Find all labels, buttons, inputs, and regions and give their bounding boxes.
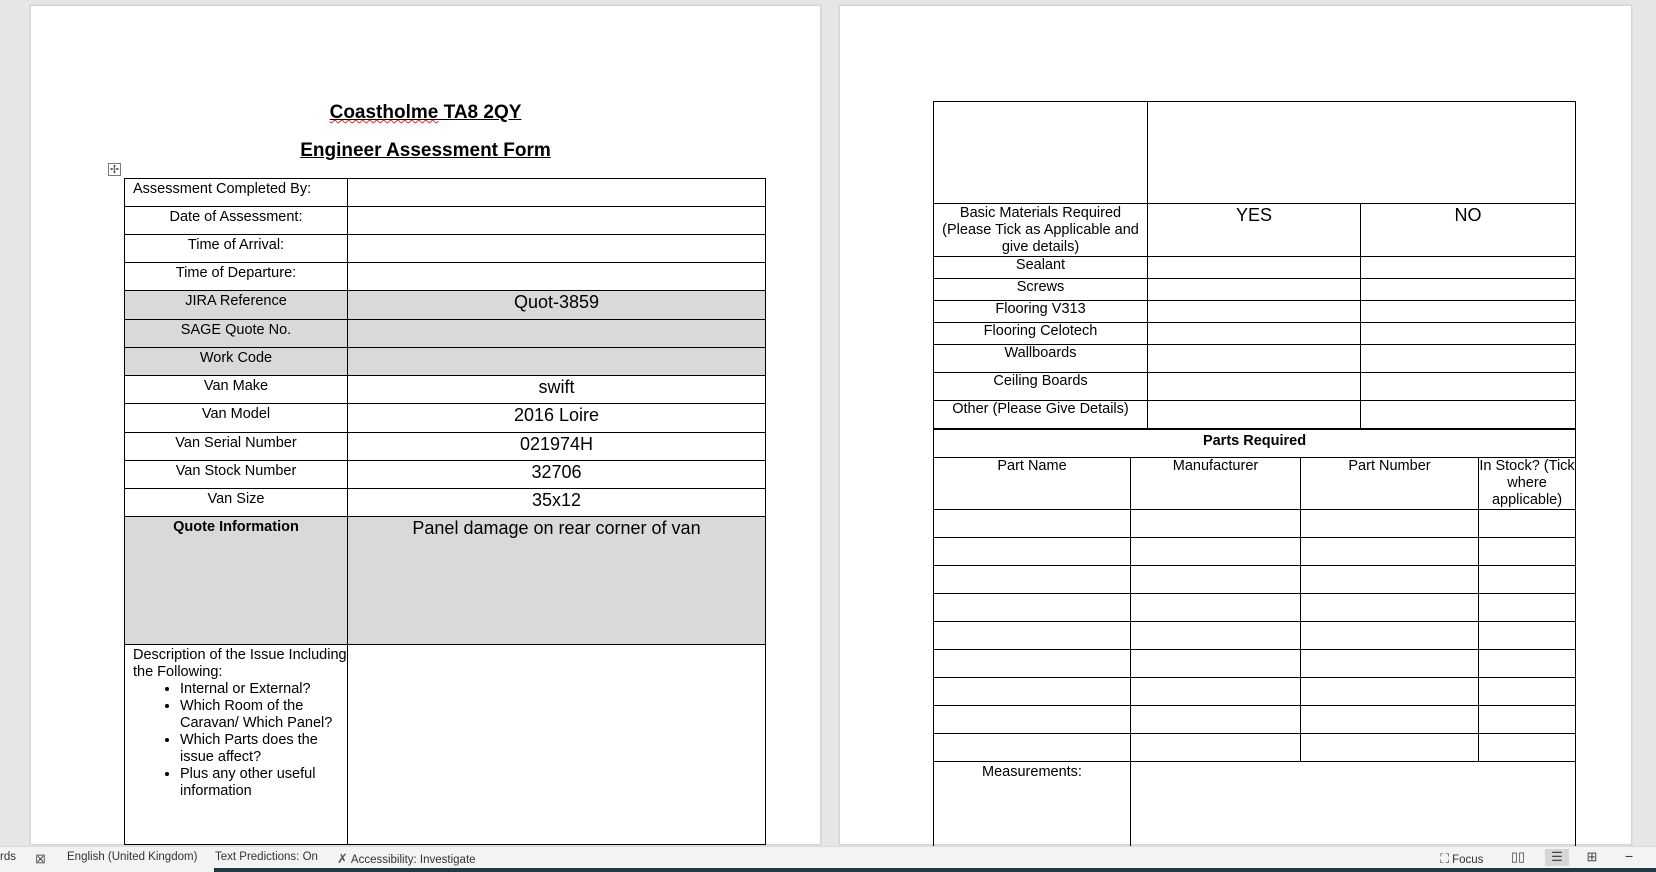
parts-cell[interactable] [1131, 734, 1301, 762]
parts-cell[interactable] [1479, 622, 1576, 650]
parts-header-row [934, 458, 1576, 510]
parts-cell[interactable] [1131, 566, 1301, 594]
parts-column-header[interactable]: In Stock? (Tick where applicable) [1479, 458, 1575, 508]
measurements-label[interactable]: Measurements: [934, 762, 1131, 862]
parts-row [934, 734, 1576, 762]
material-name[interactable]: Ceiling Boards [934, 373, 1148, 401]
parts-cell[interactable] [934, 594, 1131, 622]
form-row [125, 489, 766, 517]
description-bullet-list [133, 681, 347, 800]
form-row-label[interactable]: Van Serial Number [125, 433, 348, 461]
parts-row [934, 566, 1576, 594]
parts-cell[interactable] [1131, 650, 1301, 678]
material-yes-cell[interactable] [1148, 345, 1361, 373]
form-row-label[interactable]: Date of Assessment: [125, 207, 348, 235]
form-row-value[interactable]: 35x12 [348, 489, 766, 517]
form-row [125, 207, 766, 235]
material-row [934, 279, 1576, 301]
document-page-2[interactable] [839, 5, 1632, 845]
form-row [125, 263, 766, 291]
parts-cell[interactable] [1131, 594, 1301, 622]
title-address-rest: TA8 2QY [438, 102, 522, 123]
parts-cell[interactable] [934, 510, 1131, 538]
parts-cell[interactable] [1479, 594, 1576, 622]
parts-cell[interactable] [1301, 510, 1479, 538]
parts-cell[interactable] [1301, 566, 1479, 594]
parts-cell[interactable] [934, 538, 1131, 566]
read-mode-icon[interactable]: ▯▯ [1510, 849, 1526, 864]
parts-cell[interactable] [1479, 706, 1576, 734]
form-row-value[interactable] [348, 179, 766, 207]
form-row-label[interactable]: Van Make [125, 376, 348, 404]
focus-label: Focus [1452, 854, 1484, 866]
document-page-1[interactable] [30, 5, 821, 845]
misspelled-word[interactable]: Coastholme [329, 102, 439, 123]
parts-column-header[interactable]: Part Name [934, 458, 1131, 510]
accessibility-label: Accessibility: Investigate [350, 854, 476, 866]
document-title-address [31, 102, 820, 124]
form-row-value[interactable] [348, 263, 766, 291]
form-row [125, 461, 766, 489]
move-cross-icon[interactable]: ✢ [109, 164, 120, 176]
parts-cell[interactable] [1301, 538, 1479, 566]
parts-cell[interactable] [1301, 622, 1479, 650]
description-bullet: • Plus any other useful information [180, 766, 347, 800]
form-row-label[interactable]: Assessment Completed By: [125, 179, 348, 207]
materials-header-no[interactable]: NO [1361, 204, 1576, 257]
materials-table [933, 101, 1576, 429]
zoom-out-button[interactable]: − [1625, 848, 1634, 864]
parts-cell[interactable] [1131, 706, 1301, 734]
language-indicator[interactable]: English (United Kingdom) [67, 851, 198, 863]
material-yes-cell[interactable] [1148, 257, 1361, 279]
material-yes-cell[interactable] [1148, 373, 1361, 401]
assessment-table [124, 178, 766, 845]
parts-cell[interactable] [1479, 650, 1576, 678]
material-row [934, 401, 1576, 429]
description-intro: Description of the Issue Including the Following: [133, 647, 347, 680]
parts-cell[interactable] [1131, 678, 1301, 706]
form-row [125, 179, 766, 207]
material-yes-cell[interactable] [1148, 279, 1361, 301]
material-row [934, 257, 1576, 279]
parts-row [934, 706, 1576, 734]
form-row [125, 433, 766, 461]
material-name[interactable]: Screws [934, 279, 1148, 301]
description-bullet: • Internal or External? [180, 681, 347, 698]
description-label-cell[interactable] [125, 645, 348, 845]
parts-cell[interactable] [1479, 678, 1576, 706]
form-row [125, 348, 766, 376]
parts-cell[interactable] [1479, 510, 1576, 538]
form-row-value[interactable]: 32706 [348, 461, 766, 489]
material-row [934, 323, 1576, 345]
parts-row [934, 538, 1576, 566]
material-name[interactable]: Other (Please Give Details) [934, 401, 1148, 429]
material-no-cell[interactable] [1361, 373, 1576, 401]
form-row [125, 320, 766, 348]
parts-row [934, 594, 1576, 622]
parts-cell[interactable] [934, 622, 1131, 650]
parts-column-header[interactable]: Manufacturer [1131, 458, 1301, 510]
parts-row [934, 678, 1576, 706]
material-yes-cell[interactable] [1148, 301, 1361, 323]
form-row-value[interactable]: swift [348, 376, 766, 404]
parts-row [934, 650, 1576, 678]
parts-row [934, 510, 1576, 538]
parts-column-header[interactable]: Part Number [1301, 458, 1479, 510]
quote-info-row [125, 517, 766, 645]
material-row [934, 301, 1576, 323]
material-name[interactable]: Wallboards [934, 345, 1148, 373]
parts-required-title[interactable]: Parts Required [934, 430, 1576, 458]
form-row-label[interactable]: Time of Arrival: [125, 235, 348, 263]
description-bullet: • Which Parts does the issue affect? [180, 732, 347, 766]
materials-header-yes[interactable]: YES [1148, 204, 1361, 257]
material-yes-cell[interactable] [1148, 323, 1361, 345]
form-row-value[interactable] [348, 207, 766, 235]
form-row-label[interactable]: Van Size [125, 489, 348, 517]
word-count[interactable]: rds [0, 851, 16, 863]
form-row [125, 291, 766, 320]
parts-cell[interactable] [934, 734, 1131, 762]
form-row-label[interactable]: Time of Departure: [125, 263, 348, 291]
parts-cell[interactable] [1479, 734, 1576, 762]
accessibility-icon: ✗ [337, 851, 348, 866]
material-name[interactable]: Flooring V313 [934, 301, 1148, 323]
description-bullet: • Which Room of the Caravan/ Which Panel? [180, 698, 347, 732]
parts-cell[interactable] [1301, 706, 1479, 734]
form-row-label[interactable]: Van Stock Number [125, 461, 348, 489]
parts-table [933, 429, 1576, 862]
form-row-value[interactable]: 021974H [348, 433, 766, 461]
parts-cell[interactable] [1301, 650, 1479, 678]
quote-info-label[interactable]: Quote Information [125, 517, 348, 645]
status-bar [0, 846, 1656, 869]
material-no-cell[interactable] [1361, 323, 1576, 345]
parts-cell[interactable] [934, 678, 1131, 706]
form-row-value[interactable] [348, 235, 766, 263]
material-row [934, 373, 1576, 401]
blank-header-cell-left[interactable] [934, 102, 1148, 204]
parts-cell[interactable] [1301, 594, 1479, 622]
parts-cell[interactable] [1479, 566, 1576, 594]
spell-check-icon[interactable]: ⊠ [35, 851, 46, 866]
material-no-cell[interactable] [1361, 279, 1576, 301]
taskbar-edge [0, 868, 1656, 872]
material-row [934, 345, 1576, 373]
parts-cell[interactable] [1131, 622, 1301, 650]
material-name[interactable]: Flooring Celotech [934, 323, 1148, 345]
parts-row [934, 622, 1576, 650]
print-layout-icon[interactable]: ☰ [1545, 849, 1569, 866]
parts-cell[interactable] [934, 706, 1131, 734]
material-yes-cell[interactable] [1148, 401, 1361, 429]
focus-button[interactable] [1440, 851, 1483, 867]
parts-cell[interactable] [934, 650, 1131, 678]
parts-cell[interactable] [934, 566, 1131, 594]
form-row-label[interactable]: Work Code [125, 348, 348, 376]
parts-cell[interactable] [1301, 678, 1479, 706]
parts-cell[interactable] [1131, 510, 1301, 538]
document-title-form: Engineer Assessment Form [300, 140, 551, 161]
form-row [125, 376, 766, 404]
materials-header-label[interactable]: Basic Materials Required (Please Tick as Applicable and give details) [934, 204, 1148, 257]
form-row-label[interactable]: JIRA Reference [125, 291, 348, 320]
focus-icon: ⛶ [1440, 851, 1450, 866]
parts-cell[interactable] [1301, 734, 1479, 762]
form-row [125, 404, 766, 433]
form-row-value[interactable]: 2016 Loire [348, 404, 766, 433]
form-row-label[interactable]: SAGE Quote No. [125, 320, 348, 348]
accessibility-status[interactable] [337, 851, 476, 867]
taskbar-edge-dark [214, 868, 1656, 872]
form-row-value[interactable] [348, 320, 766, 348]
quote-info-value[interactable]: Panel damage on rear corner of van [348, 517, 766, 645]
form-row-value[interactable]: Quot-3859 [348, 291, 766, 320]
blank-header-cell-right[interactable] [1148, 102, 1576, 204]
form-row [125, 235, 766, 263]
material-no-cell[interactable] [1361, 401, 1576, 429]
description-value[interactable] [348, 645, 766, 845]
material-no-cell[interactable] [1361, 345, 1576, 373]
form-row-label[interactable]: Van Model [125, 404, 348, 433]
form-row-value[interactable] [348, 348, 766, 376]
material-no-cell[interactable] [1361, 257, 1576, 279]
material-no-cell[interactable] [1361, 301, 1576, 323]
description-row [125, 645, 766, 845]
parts-cell[interactable] [1131, 538, 1301, 566]
web-layout-icon[interactable]: ⊞ [1586, 849, 1598, 864]
material-name[interactable]: Sealant [934, 257, 1148, 279]
parts-cell[interactable] [1479, 538, 1576, 566]
text-predictions-status[interactable]: Text Predictions: On [215, 851, 318, 863]
